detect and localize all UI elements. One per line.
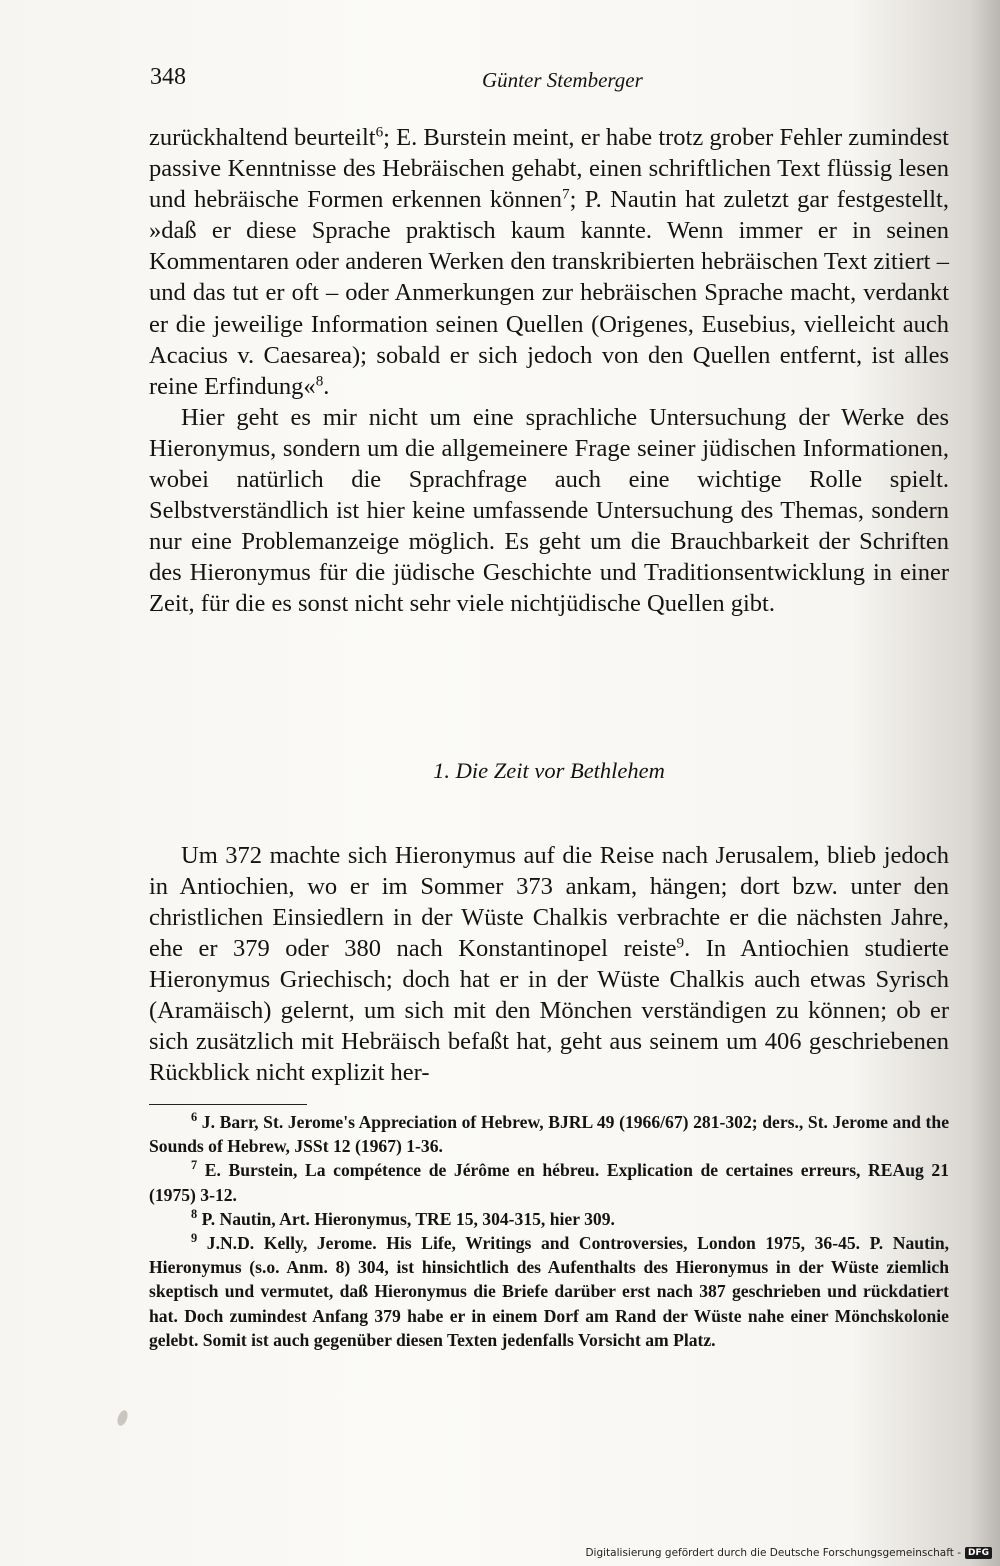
dfg-logo-icon: DFG <box>965 1547 992 1559</box>
footnote-ref-9[interactable]: 9 <box>676 934 685 952</box>
ink-smudge <box>116 1409 130 1427</box>
footnote-text: J.N.D. Kelly, Jerome. His Life, Writings and Controversies, London 1975, 36-45. P. Nautin, Hieronymus (s.o. Anm. 8) 304, ist hinsichtlich des Aufenthalts des Hieronymus in der Wüste ziemlich skeptisch und vermutet, daß Hieronymus die Briefe darüber erst nach 387 geschrieben und rückdatiert hat. Doch zumindest Anfang 379 habe er in einem Dorf am Rand der Wüste nahe einer Mönchskolonie gelebt. Somit ist auch gegenüber diesen Texten jedenfalls Vorsicht am Platz. <box>149 1233 950 1350</box>
footnotes <box>149 1110 949 1352</box>
page-header <box>150 64 950 98</box>
footnote-7 <box>149 1158 949 1206</box>
body-text <box>149 122 949 620</box>
paragraph-3-text-a: Um 372 machte sich Hieronymus auf die Reise nach Jerusalem, blieb jedoch in Antiochien, wo er im Sommer 373 ankam, hängen; dort bzw. unter den christlichen Einsiedlern in der Wüste Chalkis verbrachte er die nächsten Jahre, ehe er 379 oder 380 nach Konstantinopel reiste <box>149 841 949 962</box>
section-heading: 1. Die Zeit vor Bethlehem <box>433 758 665 783</box>
paragraph-1-text-c: ; P. Nautin hat zuletzt gar festgestellt, »daß er diese Sprache praktisch kaum kannte. Wenn immer er in seinen Kommentaren oder anderen Werken den transkribierten hebräischen Text zitiert – und das tut er oft – oder Anmerkungen zur hebräischen Sprache macht, verdankt er die jeweilige Information seinen Quellen (Origenes, Eusebius, vielleicht auch Acacius v. Caesarea); sobald er sich jedoch von den Quellen entfernt, ist alles reine Erfindung« <box>149 186 949 400</box>
paragraph-2: Hier geht es mir nicht um eine sprachliche Untersuchung der Werke des Hieronymus, sondern um die allgemeinere Frage seiner jüdischen Informationen, wobei natürlich die Sprachfrage auch eine wichtige Rolle spielt. Selbstverständlich ist hier keine umfassende Untersuchung des Themas, sondern nur eine Problemanzeige möglich. Es geht um die Brauchbarkeit der Schriften des Hieronymus für die jüdische Geschichte und Traditionsentwicklung in einer Zeit, für die es sonst nicht sehr viele nichtjüdische Quellen gibt. <box>149 403 949 618</box>
paragraph-1 <box>149 122 949 402</box>
body-text-section-1 <box>149 815 949 1113</box>
paragraph-3 <box>149 840 949 1089</box>
footnote-number: 7 <box>191 1158 198 1173</box>
footnote-9 <box>149 1231 949 1352</box>
footnote-number: 9 <box>191 1231 198 1246</box>
footnote-divider <box>149 1104 307 1105</box>
footnote-text: E. Burstein, La compétence de Jérôme en hébreu. Explication de certaines erreurs, REAug 21 (1975) 3-12. <box>149 1160 949 1205</box>
footnote-ref-7[interactable]: 7 <box>562 185 570 203</box>
digitization-credit: Digitalisierung gefördert durch die Deutsche Forschungsgemeinschaft - <box>585 1547 961 1559</box>
footnote-number: 6 <box>191 1110 198 1125</box>
footnote-text: J. Barr, St. Jerome's Appreciation of Hebrew, BJRL 49 (1966/67) 281-302; ders., St. Jerome and the Sounds of Hebrew, JSSt 12 (1967) 1-36. <box>149 1112 950 1157</box>
page-number: 348 <box>150 64 186 90</box>
paragraph-1-text-d: . <box>323 372 330 400</box>
running-head: Günter Stemberger <box>482 68 643 92</box>
footnote-text: P. Nautin, Art. Hieronymus, TRE 15, 304-315, hier 309. <box>201 1208 615 1229</box>
paragraph-1-text-b: ; E. Burstein meint, er habe trotz grober Fehler zumindest passive Kenntnisse des Hebräischen gehabt, einen schriftlichen Text flüssig lesen und hebräische Formen erkennen können <box>149 124 949 214</box>
footnote-6 <box>149 1110 949 1158</box>
paragraph-1-text-a: zurückhaltend beurteilt <box>149 124 376 151</box>
footnote-ref-6[interactable]: 6 <box>375 123 384 141</box>
footnote-ref-8[interactable]: 8 <box>315 372 324 390</box>
footnote-number: 8 <box>191 1207 198 1222</box>
footnote-8 <box>149 1207 949 1231</box>
digitization-footer <box>585 1545 992 1561</box>
paragraph-3-text-b: . In Antiochien studierte Hieronymus Griechisch; doch hat er in der Wüste Chalkis auch etwas Syrisch (Aramäisch) gelernt, um sich mit den Mönchen verständigen zu können; ob er sich zusätzlich mit Hebräisch befaßt hat, geht aus seinem um 406 geschriebenen Rückblick nicht explizit her- <box>149 934 949 1087</box>
